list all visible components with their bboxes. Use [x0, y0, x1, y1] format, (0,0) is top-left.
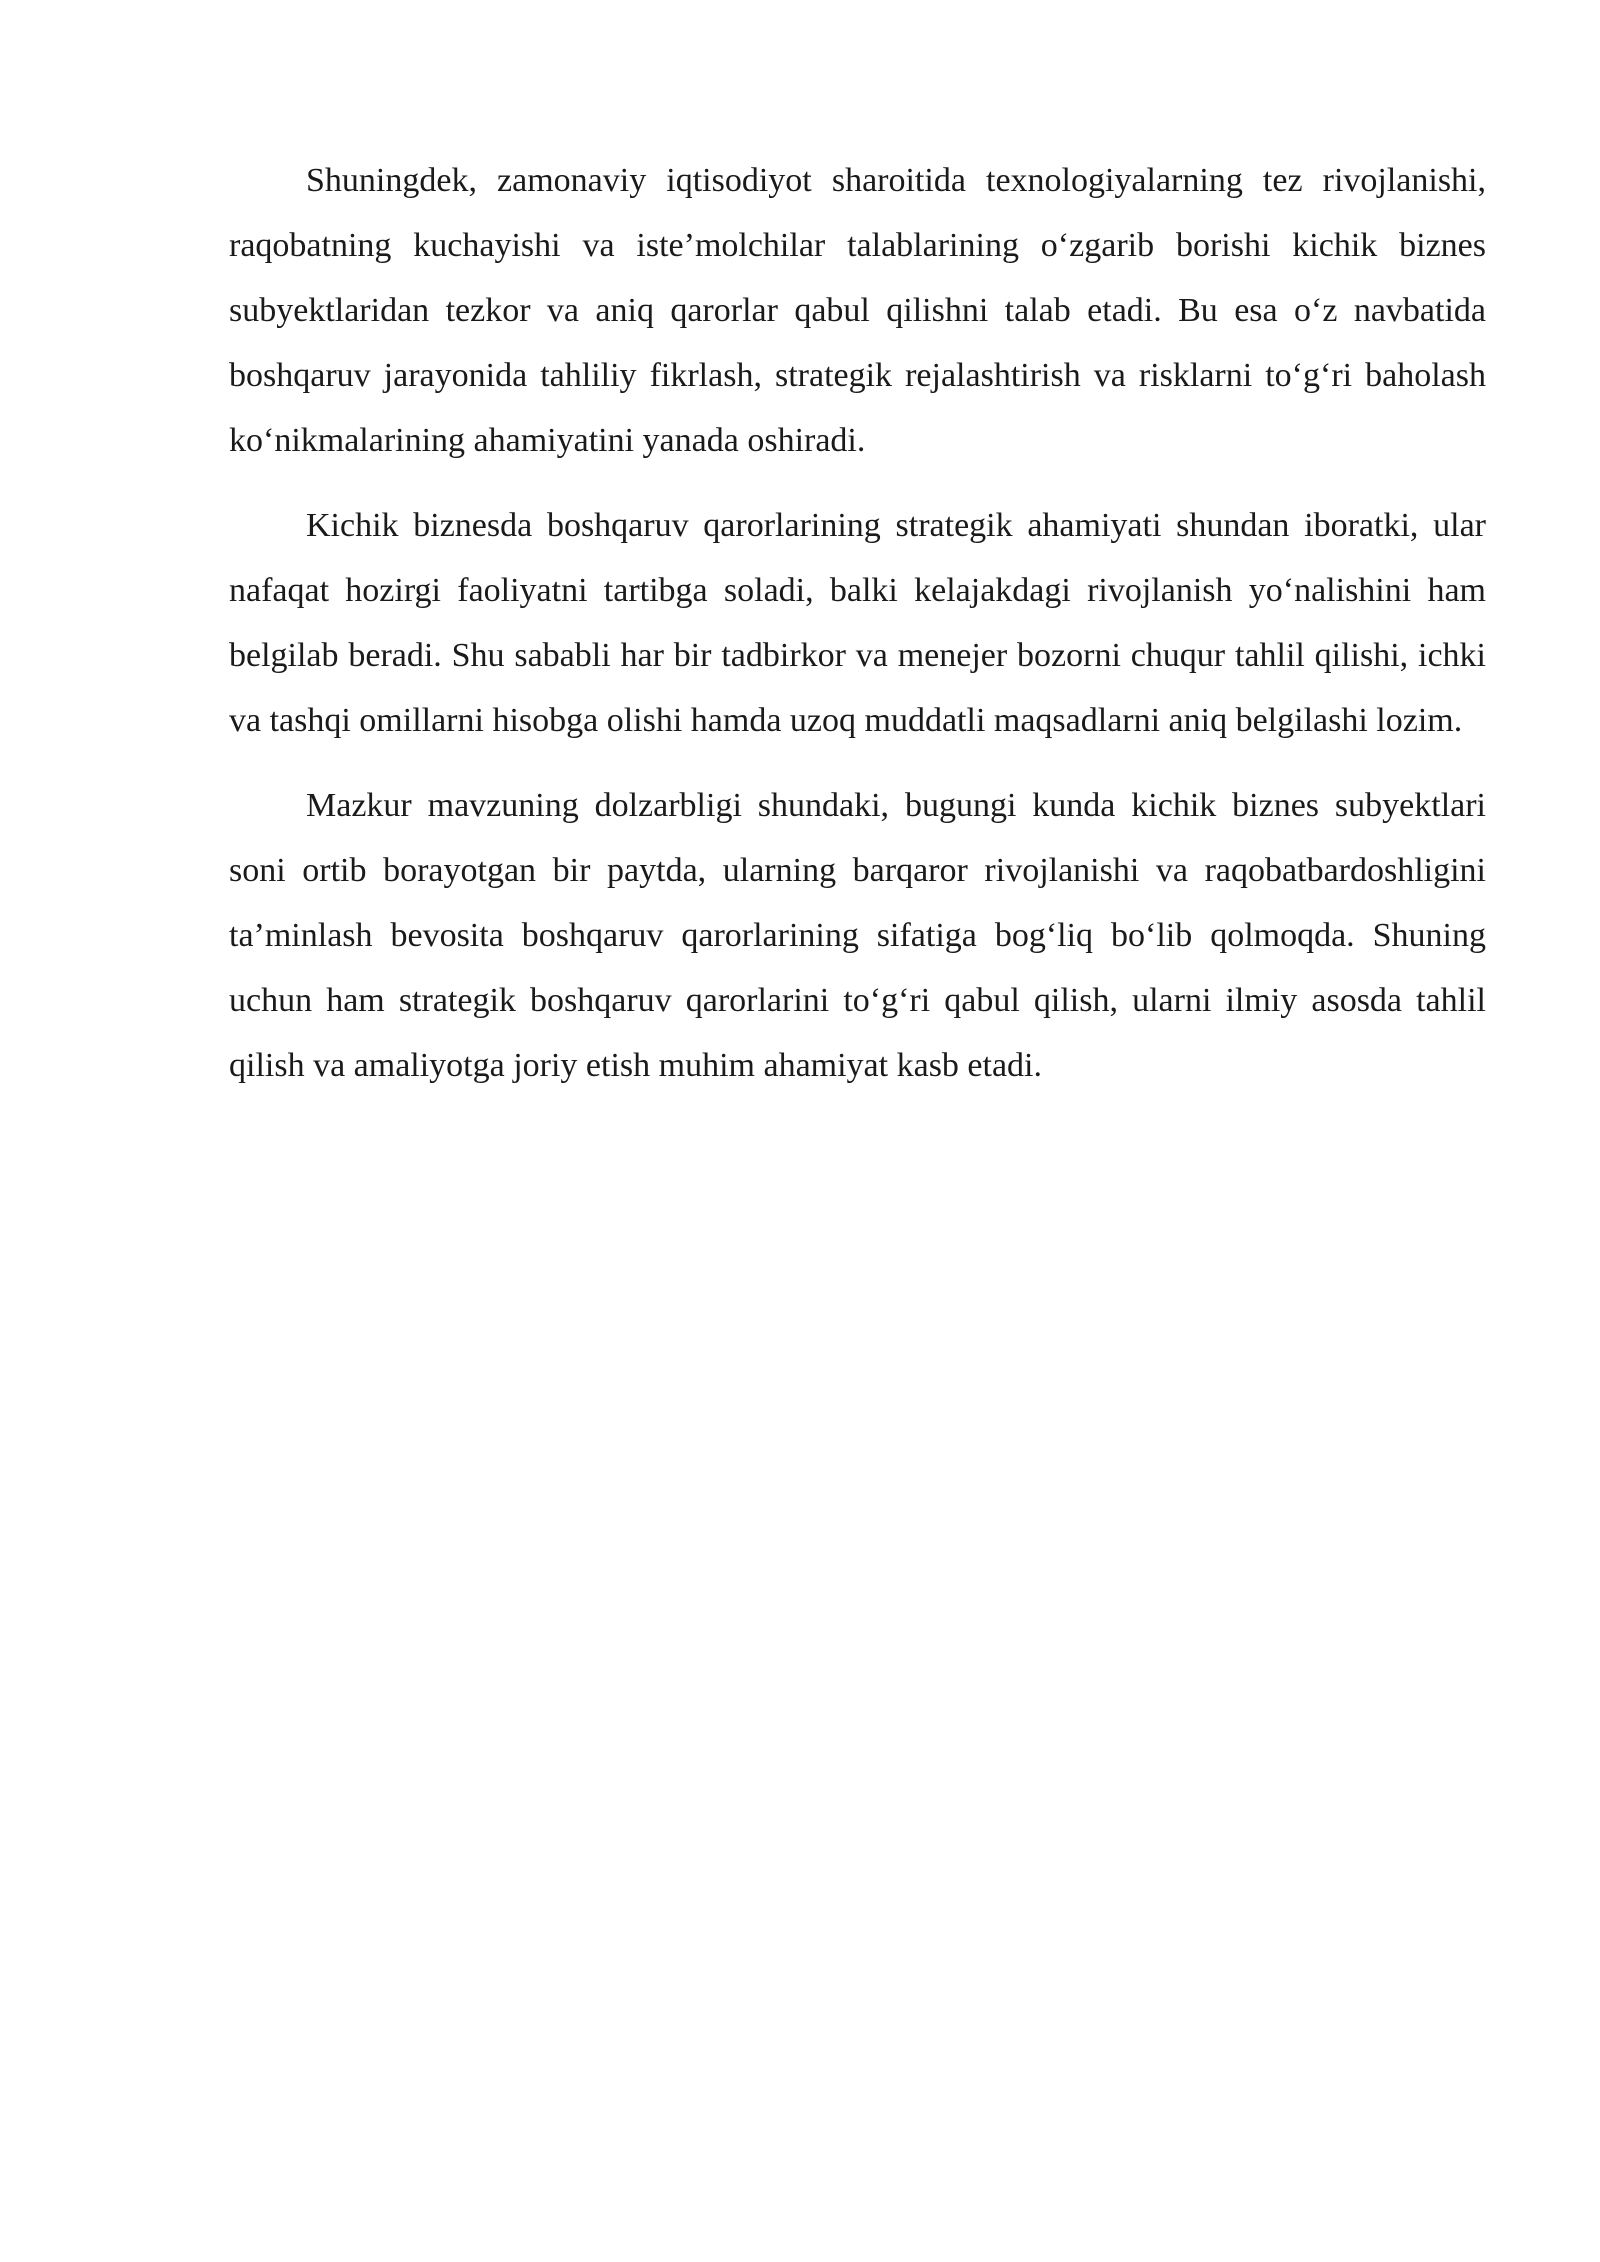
document-body	[229, 148, 1486, 1118]
paragraph: Kichik biznesda boshqaruv qarorlarining strategik ahamiyati shundan iboratki, ular nafaqat hozirgi faoliyatni tartibga soladi, balki kelajakdagi rivojlanish yo‘nalishini ham belgilab beradi. Shu sababli har bir tadbirkor va menejer bozorni chuqur tahlil qilishi, ichki va tashqi omillarni hisobga olishi hamda uzoq muddatli maqsadlarni aniq belgilashi lozim.	[229, 507, 1486, 739]
paragraph: Shuningdek, zamonaviy iqtisodiyot sharoitida texnologiyalarning tez rivojlanishi, raqobatning kuchayishi va iste’molchilar talablarining o‘zgarib borishi kichik biznes subyektlaridan tezkor va aniq qarorlar qabul qilishni talab etadi. Bu esa o‘z navbatida boshqaruv jarayonida tahliliy fikrlash, strategik rejalashtirish va risklarni to‘g‘ri baholash ko‘nikmalarining ahamiyatini yanada oshiradi.	[229, 162, 1486, 459]
paragraph: Mazkur mavzuning dolzarbligi shundaki, bugungi kunda kichik biznes subyektlari soni ortib borayotgan bir paytda, ularning barqaror rivojlanishi va raqobatbardoshligini ta’minlash bevosita boshqaruv qarorlarining sifatiga bog‘liq bo‘lib qolmoqda. Shuning uchun ham strategik boshqaruv qarorlarini to‘g‘ri qabul qilish, ularni ilmiy asosda tahlil qilish va amaliyotga joriy etish muhim ahamiyat kasb etadi.	[229, 787, 1486, 1084]
